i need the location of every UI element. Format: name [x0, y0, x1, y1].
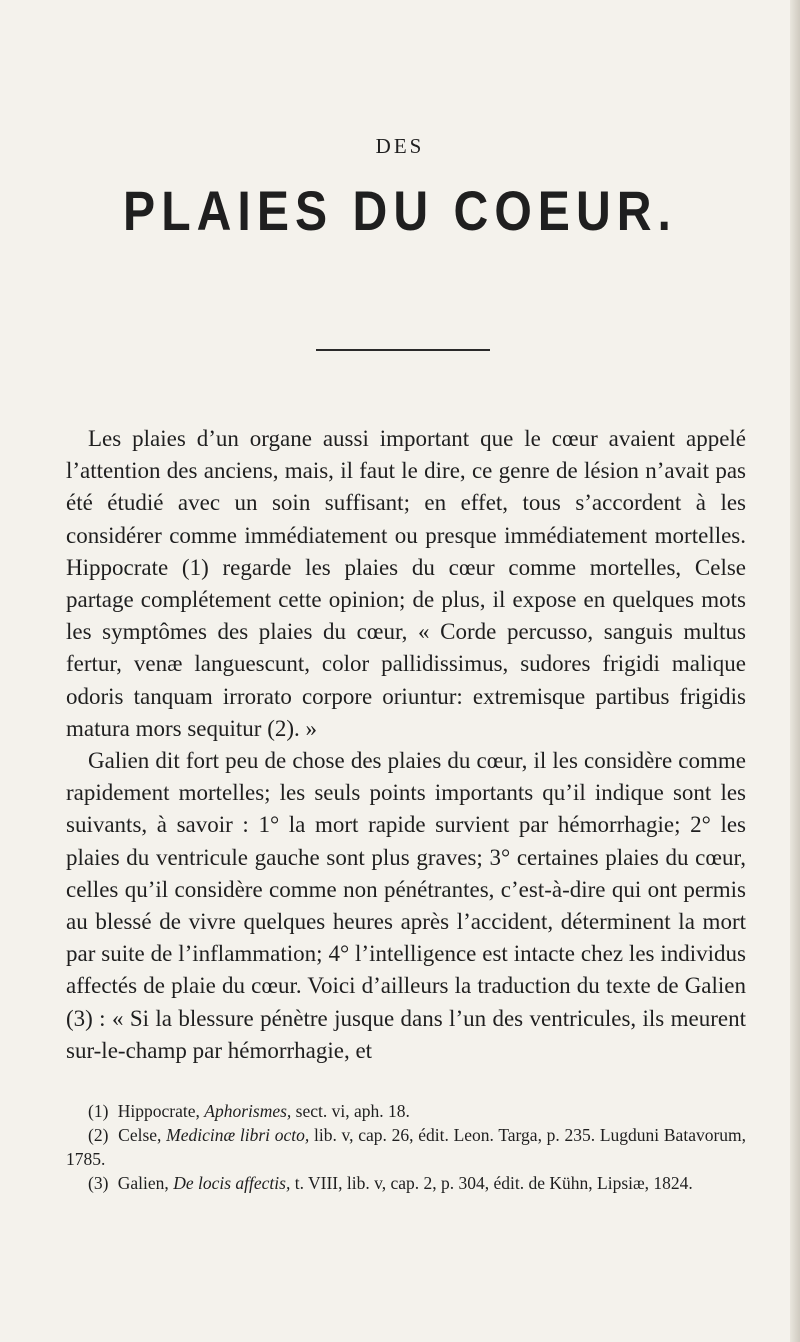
footnote-author: Celse, [118, 1125, 162, 1145]
footnote-title: Aphorismes, [204, 1101, 292, 1121]
footnote [66, 1171, 746, 1195]
page-edge [790, 0, 800, 1342]
footnote-author: Hippocrate, [117, 1101, 200, 1121]
footnote-title: Medicinæ libri octo, [166, 1125, 310, 1145]
footnote-reference: sect. vi, aph. 18. [295, 1101, 410, 1121]
body-text [66, 423, 746, 1067]
page-title: PLAIES DU COEUR. [123, 179, 677, 242]
title-divider [316, 349, 490, 351]
footnote-title: De locis affectis, [173, 1173, 291, 1193]
footnote-reference: lib. v, cap. 26, édit. Leon. Targa, p. 235. Lugduni Batavorum, 1785. [66, 1125, 747, 1169]
footnotes [66, 1099, 746, 1195]
footnote-number: (2) [88, 1125, 109, 1145]
footnote-reference: t. VIII, lib. v, cap. 2, p. 304, édit. de Kühn, Lipsiæ, 1824. [294, 1173, 693, 1193]
footnote-author: Galien, [117, 1173, 169, 1193]
footnote [66, 1099, 746, 1123]
supertitle: DES [375, 134, 425, 158]
footnote-number: (1) [88, 1101, 109, 1121]
footnote-number: (3) [88, 1173, 109, 1193]
footnote [66, 1123, 746, 1171]
paragraph: Galien dit fort peu de chose des plaies du cœur, il les considère comme rapidement mortelles; les seuls points importants qu’il indique sont les suivants, à savoir : 1° la mort rapide survient par hémorrhagie; 2° les plaies du ventricule gauche sont plus graves; 3° certaines plaies du cœur, celles qu’il considère comme non pénétrantes, c’est-à-dire qui ont permis au blessé de vivre quelques heures après l’accident, déterminent la mort par suite de l’inflammation; 4° l’intelligence est intacte chez les individus affectés de plaie du cœur. Voici d’ailleurs la traduction du texte de Galien (3) : « Si la blessure pénètre jusque dans l’un des ventricules, ils meurent sur-le-champ par hémorrhagie, et [66, 748, 746, 1063]
paragraph: Les plaies d’un organe aussi important que le cœur avaient appelé l’attention des anciens, mais, il faut le dire, ce genre de lésion n’avait pas été étudié avec un soin suffisant; en effet, tous s’accordent à les considérer comme immédiatement ou presque immédiatement mortelles. Hippocrate (1) regarde les plaies du cœur comme mortelles, Celse partage complétement cette opinion; de plus, il expose en quelques mots les symptômes des plaies du cœur, « Corde percusso, sanguis multus fertur, venæ languescunt, color pallidissimus, sudores frigidi malique odoris tanquam irrorato corpore oriuntur: extremisque partibus frigidis matura mors sequitur (2). » [66, 426, 746, 741]
